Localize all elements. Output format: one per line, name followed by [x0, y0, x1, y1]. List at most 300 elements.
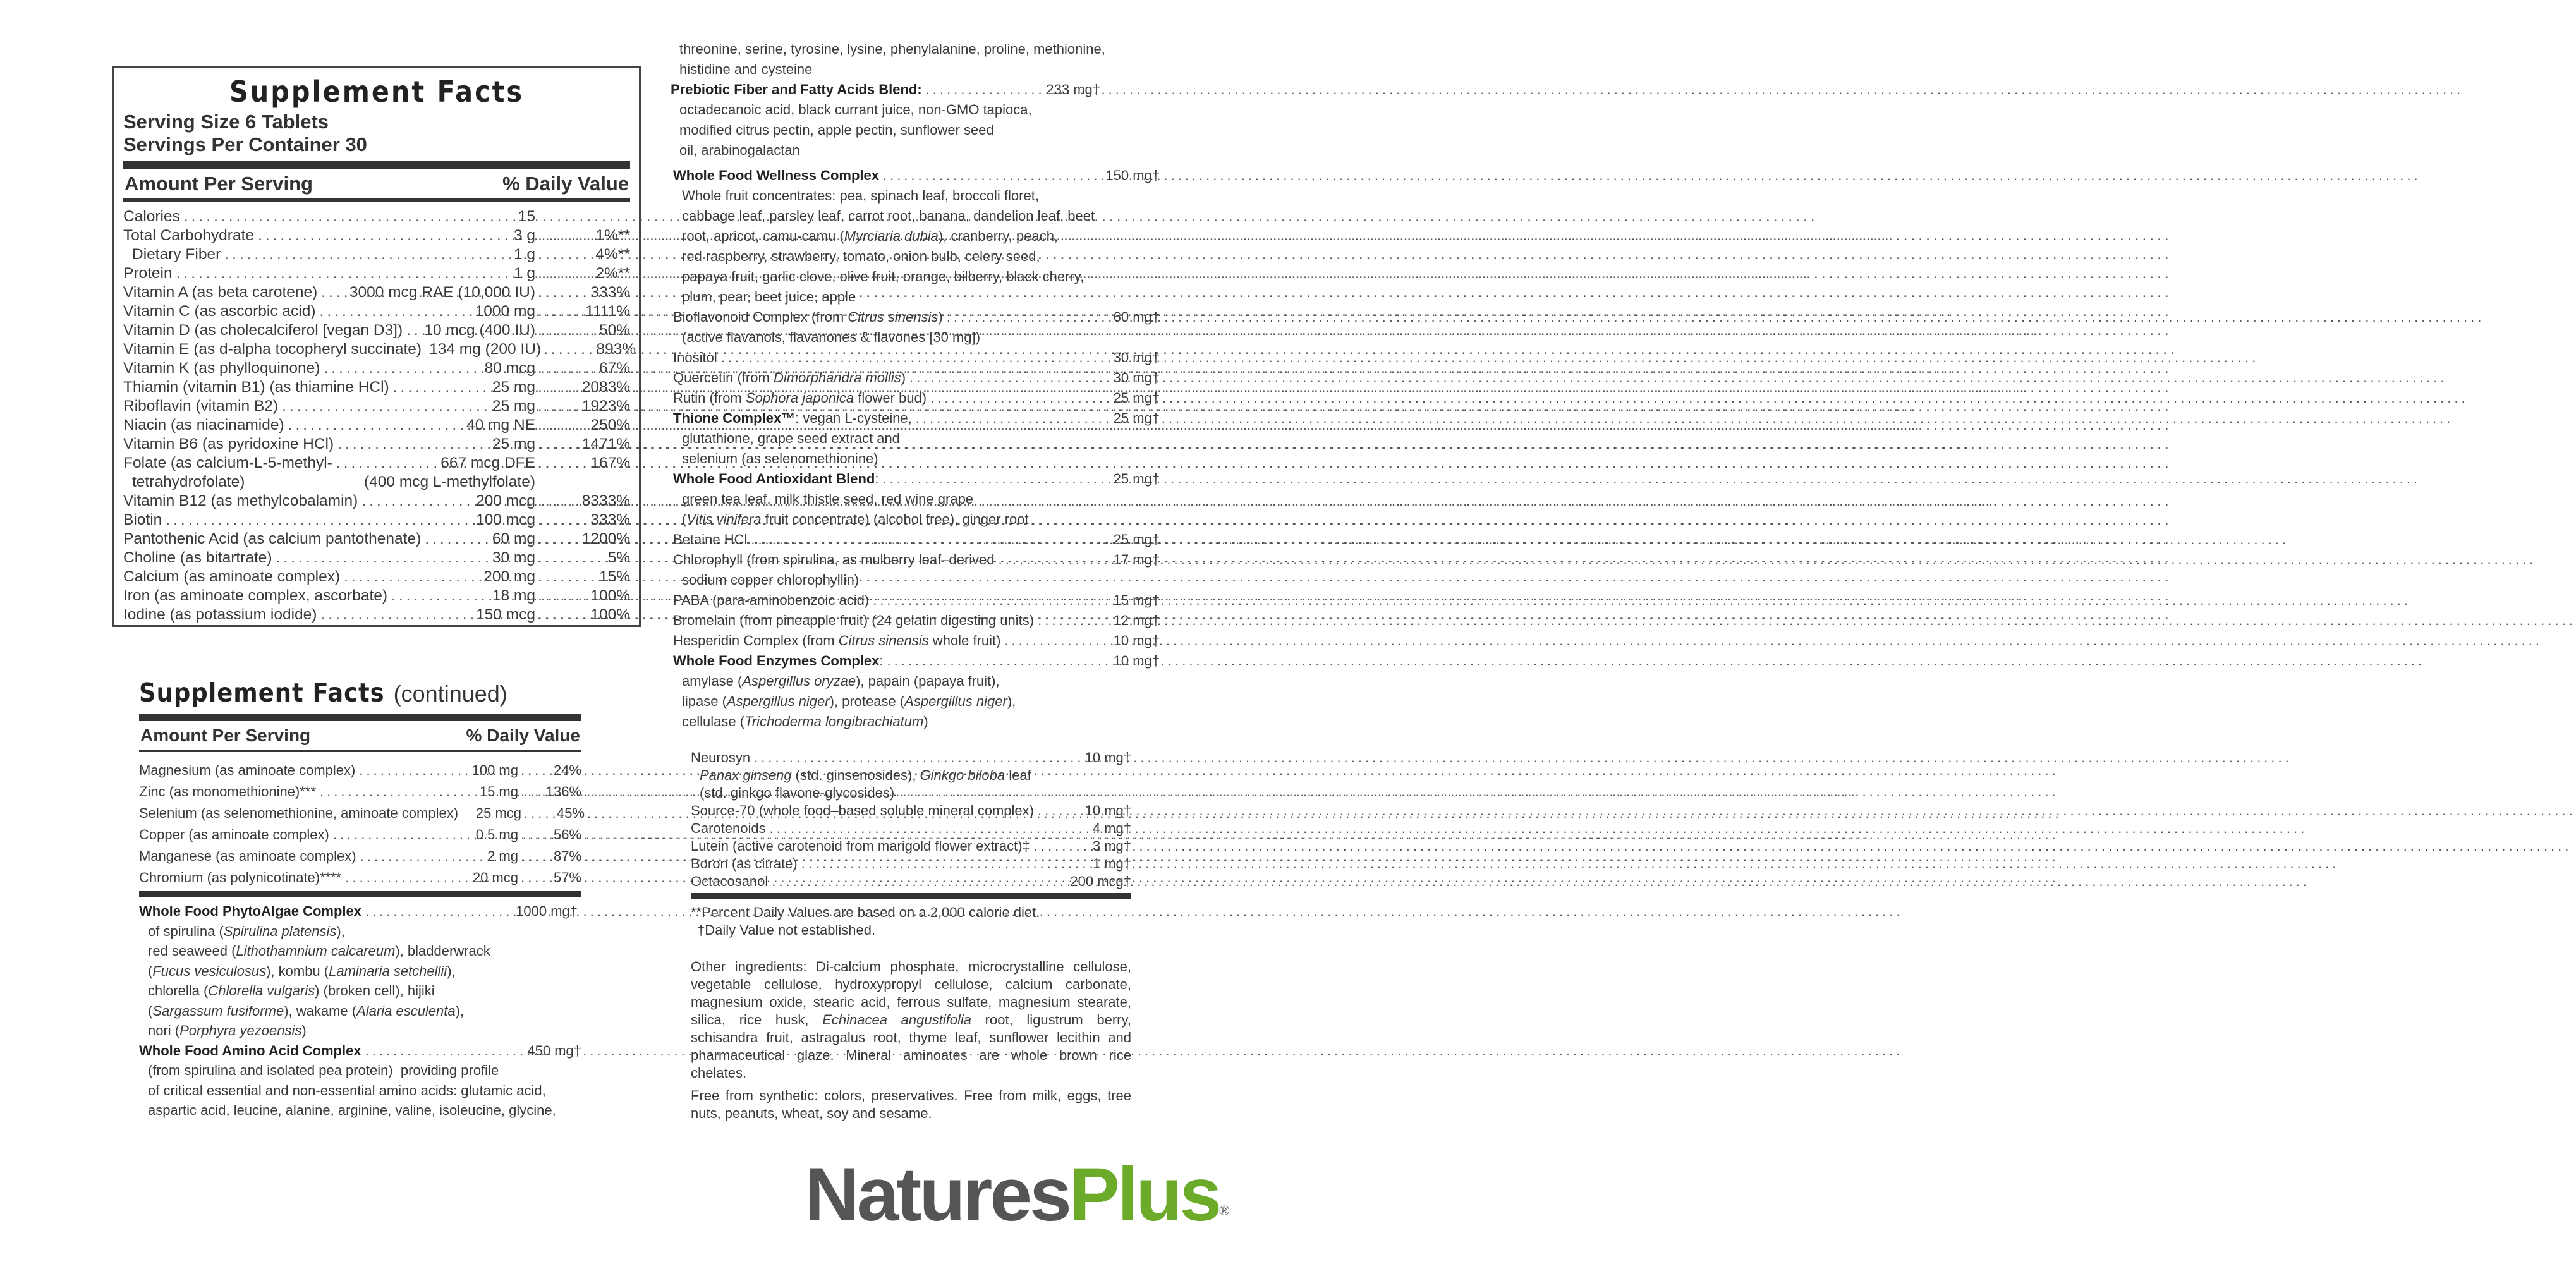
nutrient-name: Protein	[123, 265, 173, 282]
free-from: Free from synthetic: colors, preservatives. Free from milk, eggs, tree nuts, peanuts, wheat, soy and sesame.	[691, 1088, 1131, 1121]
nutrient-amount: 134 mg (200 IU)	[429, 341, 542, 358]
nutrient-name: Choline (as bitartrate)	[123, 549, 272, 566]
ingredient-amount: 17 mg†	[1113, 552, 1160, 568]
leader-dots	[1038, 611, 1110, 631]
mineral-name: Magnesium (as aminoate complex)	[139, 762, 356, 778]
leader-dots	[184, 207, 514, 226]
dv-cell	[535, 397, 630, 416]
logo-part-1: Natures	[805, 1152, 1069, 1237]
mineral-dv: 87%	[553, 848, 581, 864]
leader-dots	[538, 511, 588, 530]
nutrient-row	[123, 568, 630, 586]
leader-dots	[887, 651, 1110, 671]
leader-dots	[359, 760, 459, 781]
ingredient-amount: 10 mg†	[1084, 750, 1131, 765]
leader-dots	[538, 226, 593, 245]
nutrient-dv: 8333%	[581, 492, 630, 509]
ingredient-row	[691, 837, 1131, 855]
ingredient-row	[673, 368, 1160, 388]
leader-dots	[751, 530, 1109, 550]
dv-cell	[521, 803, 585, 824]
nutrient-name: Vitamin E (as d-alpha tocopheryl succinate)	[123, 341, 422, 358]
blend-list	[139, 901, 581, 1121]
dv-cell	[535, 492, 630, 511]
leader-dots	[538, 454, 588, 473]
ingredient-row	[673, 469, 1160, 489]
blend-detail-line: threonine, serine, tyrosine, lysine, phenylalanine, proline, methionine,	[679, 41, 1105, 57]
mineral-name: Copper (as aminoate complex)	[139, 827, 329, 842]
divider	[139, 714, 581, 721]
nutrient-amount: 25 mg	[492, 398, 535, 415]
ingredient-amount: 60 mg†	[1113, 309, 1160, 325]
ingredient-row	[673, 307, 1160, 327]
nutrient-name: Vitamin B12 (as methylcobalamin)	[123, 492, 358, 509]
leader-dots	[538, 378, 580, 397]
leader-dots	[538, 302, 583, 321]
leader-dots	[909, 368, 1110, 388]
dv-cell	[518, 846, 581, 867]
nutrient-amount: 200 mg	[483, 568, 535, 585]
nutrient-amount: 200 mcg	[476, 492, 535, 509]
dv-cell	[535, 511, 630, 530]
nutrient-name: Vitamin D (as cholecalciferol [vegan D3])	[123, 322, 403, 339]
ingredient-amount: 200 mcg†	[1070, 873, 1131, 889]
blend-detail-line: of critical essential and non-essential amino acids: glutamic acid,	[148, 1082, 546, 1098]
nutrient-row	[123, 435, 630, 454]
nutrient-amount: 80 mcg	[484, 360, 535, 377]
dv-cell	[535, 416, 630, 435]
nutrient-row	[123, 340, 636, 359]
ingredient-name: Whole Food Antioxidant Blend:	[673, 471, 879, 487]
ingredient-amount: 4 mg†	[1092, 820, 1131, 836]
ingredient-name: PABA (para-aminobenzoic acid)	[673, 592, 870, 608]
nutrient-list	[123, 207, 636, 624]
mineral-amount: 0.5 mg	[475, 827, 518, 842]
nutrient-dv: 2%**	[595, 265, 630, 282]
leader-dots	[538, 568, 597, 586]
dv-cell	[535, 359, 630, 378]
leader-dots	[360, 846, 459, 867]
ingredient-detail-line: cellulase (Trichoderma longibrachiatum)	[682, 714, 928, 729]
nutrient-dv: 333%	[590, 284, 630, 301]
ingredient-name: Quercetin (from Dimorphandra mollis)	[673, 370, 906, 386]
dv-cell	[535, 245, 630, 264]
nutrient-amount: 15	[518, 208, 535, 225]
dv-cell	[535, 530, 630, 549]
ingredient-row	[691, 802, 1131, 820]
servings-per-container: Servings Per Container 30	[123, 133, 367, 155]
nutrient-dv: 333%	[590, 511, 630, 528]
blend-name	[139, 901, 361, 921]
nutrient-row	[123, 586, 630, 605]
blend-detail-line: of spirulina (Spirulina platensis),	[148, 923, 345, 939]
ingredient-row	[673, 550, 1160, 570]
nutrient-amount: 100 mcg	[476, 511, 535, 528]
footnote-dv: **Percent Daily Values are based on a 2,000 calorie diet.	[691, 904, 1040, 920]
mineral-list	[139, 760, 585, 889]
ingredient-row	[691, 820, 1131, 837]
ingredient-detail-line: glutathione, grape seed extract and	[682, 430, 900, 446]
mineral-name: Selenium (as selenomethionine, aminoate complex)	[139, 805, 459, 821]
panel-title-main: Supplement Facts	[139, 678, 385, 708]
leader-dots	[224, 245, 510, 264]
nutrient-name: Iron (as aminoate complex, ascorbate)	[123, 587, 388, 604]
leader-dots	[1038, 802, 1081, 820]
leader-dots	[336, 454, 437, 473]
blend-title: Prebiotic Fiber and Fatty Acids Blend:	[671, 82, 922, 97]
naturesplus-logo	[805, 1152, 1230, 1254]
blend-detail-line: histidine and cysteine	[679, 61, 813, 77]
leader-dots	[538, 586, 588, 605]
leader-dots	[538, 264, 593, 283]
nutrient-row	[123, 454, 630, 473]
blend-title: Whole Food Wellness Complex	[673, 167, 879, 183]
leader-dots	[365, 1041, 524, 1061]
leader-dots	[873, 590, 1109, 611]
nutrient-name: Riboflavin (vitamin B2)	[123, 398, 279, 415]
right-column-ingredients	[673, 39, 1160, 732]
leader-dots	[288, 416, 463, 435]
nutrient-name: Vitamin K (as phylloquinone)	[123, 360, 320, 377]
leader-dots	[883, 469, 1110, 489]
nutrient-amount: 10 mcg (400 IU)	[424, 322, 535, 339]
dv-cell	[518, 867, 581, 889]
leader-dots	[391, 586, 489, 605]
ingredient-amount: 30 mg†	[1113, 349, 1160, 365]
ingredient-row	[673, 388, 1160, 408]
blend-detail-line: (Fucus vesiculosus), kombu (Laminaria setchellii),	[148, 963, 456, 979]
mineral-amount: 2 mg	[487, 848, 518, 864]
dv-cell	[518, 760, 581, 781]
ingredient-row	[673, 611, 1160, 631]
ingredient-name: Chlorophyll (from spirulina, as mulberry leaf–derived	[673, 552, 995, 568]
ingredient-name: Lutein (active carotenoid from marigold flower extract)‡	[691, 838, 1030, 854]
nutrient-name: Pantothenic Acid (as calcium pantothenate)	[123, 530, 422, 547]
leader-dots	[521, 867, 551, 889]
leader-dots	[801, 855, 1089, 873]
blend-detail-line: red raspberry, strawberry, tomato, onion bulb, celery seed,	[682, 248, 1040, 264]
dv-cell	[535, 435, 630, 454]
ingredient-amount: 12 mg†	[1113, 612, 1160, 628]
leader-dots	[1004, 631, 1109, 651]
leader-dots	[258, 226, 510, 245]
amount-header: Amount Per Serving	[140, 726, 311, 745]
nutrient-name: tetrahydrofolate)	[132, 473, 245, 490]
ingredient-row	[673, 651, 1160, 671]
ingredient-amount: 10 mg†	[1084, 803, 1131, 818]
mineral-amount: 20 mcg	[472, 870, 518, 885]
blend-row	[673, 166, 1160, 186]
leader-dots	[524, 803, 554, 824]
nutrient-amount: 60 mg	[492, 530, 535, 547]
mineral-name: Zinc (as monomethionine)***	[139, 784, 317, 799]
dv-cell	[535, 226, 630, 245]
blend-title: Whole Food Amino Acid Complex	[139, 1042, 361, 1059]
ingredient-detail-line: lipase (Aspergillus niger), protease (Aspergillus niger),	[682, 693, 1016, 709]
leader-dots	[521, 824, 551, 846]
leader-dots	[721, 348, 1110, 368]
dv-cell	[535, 321, 630, 340]
spacer	[691, 939, 1131, 958]
nutrient-name: Vitamin B6 (as pyridoxine HCl)	[123, 435, 334, 453]
leader-dots	[770, 820, 1089, 837]
nutrient-name: Folate (as calcium-L-5-methyl-	[123, 454, 332, 471]
ingredient-name: Octacosanol	[691, 873, 769, 889]
leader-dots	[176, 264, 510, 283]
leader-dots	[361, 492, 472, 511]
leader-dots	[276, 549, 489, 568]
leader-dots	[425, 530, 489, 549]
ingredient-amount: 3 mg†	[1092, 838, 1131, 854]
mineral-dv: 24%	[553, 762, 581, 778]
nutrient-row	[123, 549, 630, 568]
leader-dots	[344, 568, 480, 586]
leader-dots	[521, 760, 551, 781]
blend-amount: 150 mg†	[1105, 167, 1160, 183]
leader-dots	[393, 378, 489, 397]
ingredient-name: Bioflavonoid Complex (from Citrus sinensis)	[673, 309, 943, 325]
ingredient-name: Thione Complex™: vegan L-cysteine,	[673, 410, 912, 426]
leader-dots	[324, 359, 480, 378]
ingredient-amount: 25 mg†	[1113, 390, 1160, 406]
nutrient-dv: 4%**	[595, 246, 630, 263]
nutrient-dv: 250%	[590, 416, 630, 434]
ingredient-name: Neurosyn	[691, 750, 751, 765]
leader-dots	[538, 605, 588, 624]
other-ingredients: Other ingredients: Di-calcium phosphate, microcrystalline cellulose, vegetable cellulose, hydroxypropyl cellulose, calcium carbonate, magnesium oxide, stearic acid, ferrous sulfate, magnesium stearate, silica, rice husk, Echinacea angustifolia root, ligustrum berry, schisandra fruit, astragalus root, thyme leaf, sunflower lecithin and pharmaceutical glaze. Mineral aminoates are whole brown rice chelates.	[691, 959, 1131, 1081]
nutrient-row	[123, 321, 630, 340]
blend-detail-line: oil, arabinogalactan	[679, 142, 800, 158]
blend-detail-line: Whole fruit concentrates: pea, spinach leaf, broccoli floret,	[682, 188, 1039, 204]
mineral-dv: 45%	[557, 805, 585, 821]
nutrient-name: Vitamin A (as beta carotene)	[123, 284, 318, 301]
nutrient-dv: 50%	[598, 322, 630, 339]
nutrient-dv: 1200%	[581, 530, 630, 547]
blend-detail-line: (Sargassum fusiforme), wakame (Alaria esculenta),	[148, 1002, 465, 1019]
leader-dots	[544, 340, 593, 359]
ingredient-name: Source-70 (whole food–based soluble mineral complex)	[691, 803, 1034, 818]
leader-dots	[538, 435, 580, 454]
nutrient-name: Niacin (as niacinamide)	[123, 416, 284, 434]
nutrient-row	[123, 378, 630, 397]
leader-dots	[538, 530, 580, 549]
nutrient-amount: 1 g	[513, 265, 535, 282]
leader-dots	[321, 283, 346, 302]
blend-detail-line: modified citrus pectin, apple pectin, sunflower seed	[679, 122, 994, 138]
ingredient-detail-line: green tea leaf, milk thistle seed, red wine grape	[682, 491, 974, 507]
ingredient-name: Boron (as citrate)	[691, 856, 798, 872]
leader-dots	[406, 321, 420, 340]
leader-dots	[337, 435, 489, 454]
ingredient-name: Carotenoids	[691, 820, 766, 836]
ingredient-amount: 10 mg†	[1113, 653, 1160, 669]
nutrient-dv: 2083%	[581, 379, 630, 396]
blend-name	[671, 80, 922, 100]
ingredient-amount: 25 mg†	[1113, 410, 1160, 426]
ingredient-row	[673, 530, 1160, 550]
ingredient-amount: 25 mg†	[1113, 532, 1160, 547]
amount-header: Amount Per Serving	[125, 173, 313, 195]
ingredient-row	[673, 408, 1160, 428]
leader-dots	[772, 873, 1066, 890]
blend-detail-line: cabbage leaf, parsley leaf, carrot root, banana, dandelion leaf, beet	[682, 208, 1095, 224]
divider	[123, 198, 630, 202]
nutrient-row	[123, 416, 630, 435]
nutrient-dv: 100%	[590, 606, 630, 623]
leader-dots	[947, 307, 1110, 327]
mineral-amount: 100 mg	[471, 762, 518, 778]
nutrient-dv: 67%	[598, 360, 630, 377]
ingredient-row	[673, 590, 1160, 611]
blend-detail-line: nori (Porphyra yezoensis)	[148, 1023, 307, 1038]
ingredient-row	[691, 855, 1131, 873]
leader-dots	[1034, 837, 1089, 855]
ingredient-amount: 10 mg†	[1113, 633, 1160, 648]
leader-dots	[999, 550, 1110, 570]
mineral-name: Chromium (as polynicotinate)****	[139, 870, 342, 885]
mineral-row	[139, 760, 581, 781]
blend-detail-line: plum, pear, beet juice, apple	[682, 289, 856, 305]
nutrient-dv: 893%	[596, 341, 636, 358]
ingredient-name: Betaine HCl	[673, 532, 748, 547]
nutrient-amount: 18 mg	[492, 587, 535, 604]
nutrient-row	[123, 283, 630, 302]
dv-cell	[518, 781, 581, 803]
blend-title: Whole Food PhytoAlgae Complex	[139, 903, 362, 919]
mineral-row	[139, 803, 585, 824]
leader-dots	[333, 824, 459, 846]
nutrient-row	[123, 226, 630, 245]
leader-dots	[538, 359, 597, 378]
mineral-dv: 57%	[553, 870, 581, 885]
ingredient-name: Bromelain (from pineapple fruit) (24 gelatin digesting units)	[673, 612, 1035, 628]
leader-dots	[166, 511, 472, 530]
blend-detail-line: aspartic acid, leucine, alanine, arginine, valine, isoleucine, glycine,	[148, 1102, 556, 1118]
nutrient-amount: 25 mg	[492, 435, 535, 453]
leader-dots	[916, 408, 1110, 428]
blend-name	[673, 166, 879, 186]
ingredient-detail-line: selenium (as selenomethionine)	[682, 451, 878, 466]
supplement-facts-panel	[112, 66, 641, 627]
blend-name	[139, 1041, 361, 1061]
ingredient-amount: 15 mg†	[1113, 592, 1160, 608]
leader-dots	[538, 321, 597, 340]
mineral-name: Manganese (as aminoate complex)	[139, 848, 356, 864]
logo-part-2: Plus	[1069, 1152, 1220, 1237]
nutrient-row	[123, 511, 630, 530]
blend-detail-line: red seaweed (Lithothamnium calcareum), bladderwrack	[148, 943, 490, 959]
ingredient-name: Whole Food Enzymes Complex:	[673, 653, 884, 669]
nutrient-amount: (400 mcg L-methylfolate)	[364, 473, 535, 490]
mineral-dv: 136%	[545, 784, 581, 799]
leader-dots	[521, 846, 551, 867]
nutrient-amount: 1000 mg	[475, 303, 535, 320]
nutrient-row	[123, 359, 630, 378]
dv-cell	[535, 586, 630, 605]
leader-dots	[320, 302, 471, 321]
nutrient-dv: 100%	[590, 587, 630, 604]
nutrient-amount: 1 g	[513, 246, 535, 263]
spacer	[673, 161, 1160, 166]
table-header	[139, 721, 581, 750]
nutrient-row	[123, 605, 630, 624]
nutrient-name: Dietary Fiber	[132, 246, 221, 263]
nutrient-dv: 167%	[590, 454, 630, 471]
leader-dots	[282, 397, 489, 416]
nutrient-row	[123, 302, 630, 321]
leader-dots	[538, 416, 588, 435]
ingredient-name: Rutin (from Sophora japonica flower bud)	[673, 390, 927, 406]
mineral-row	[139, 781, 581, 803]
blend-amount: 450 mg†	[527, 1042, 581, 1059]
mineral-row	[139, 846, 581, 867]
blend-row	[671, 80, 1100, 100]
ingredient-row	[673, 348, 1160, 368]
ingredient-amount: 30 mg†	[1113, 370, 1160, 386]
panel-title-suffix: (continued)	[393, 681, 507, 707]
nutrient-dv: 1111%	[585, 303, 630, 320]
leader-dots	[521, 781, 544, 803]
nutrient-name: Calcium (as aminoate complex)	[123, 568, 341, 585]
leader-dots	[926, 80, 1043, 100]
serving-size: Serving Size 6 Tablets	[123, 111, 329, 133]
nutrient-amount: 40 mg NE	[466, 416, 535, 434]
blend-row	[139, 1041, 581, 1061]
nutrient-row	[123, 473, 630, 492]
panel-title: Supplement Facts	[229, 75, 525, 109]
dv-cell	[535, 283, 630, 302]
blend-detail-line: (from spirulina and isolated pea protein) providing profile	[148, 1062, 499, 1078]
dv-cell	[541, 340, 636, 359]
ingredient-detail-line: (Vitis vinifera fruit concentrate) (alcohol free), ginger root	[682, 511, 1029, 527]
leader-dots	[345, 867, 459, 889]
nutrient-dv: 1923%	[581, 398, 630, 415]
nutrient-dv: 1%**	[595, 227, 630, 244]
dv-header: % Daily Value	[502, 173, 629, 195]
leader-dots	[365, 901, 512, 921]
right-column-lower	[691, 749, 1131, 1122]
nutrient-amount: 667 mcg DFE	[440, 454, 535, 471]
panel-title	[139, 676, 581, 710]
nutrient-name: Calories	[123, 208, 180, 225]
leader-dots	[538, 245, 593, 264]
leader-dots	[320, 605, 472, 624]
nutrient-row	[123, 264, 630, 283]
mineral-amount: 15 mg	[479, 784, 518, 799]
nutrient-amount: 150 mcg	[476, 606, 535, 623]
nutrient-row	[123, 397, 630, 416]
nutrient-name: Total Carbohydrate	[123, 227, 255, 244]
leader-dots	[883, 166, 1102, 186]
leader-dots	[320, 781, 459, 803]
nutrient-row	[123, 492, 630, 511]
dv-cell	[535, 568, 630, 586]
blend-detail-line: papaya fruit, garlic clove, olive fruit, orange, bilberry, black cherry,	[682, 269, 1084, 284]
mineral-row	[139, 824, 581, 846]
footnote-dagger: †Daily Value not established.	[697, 922, 876, 938]
dv-cell	[535, 378, 630, 397]
ingredient-row	[673, 631, 1160, 651]
dv-cell	[535, 605, 630, 624]
dv-cell	[535, 302, 630, 321]
nutrient-row	[123, 530, 630, 549]
registered-mark: ®	[1219, 1203, 1230, 1218]
nutrient-dv: 1471%	[581, 435, 630, 453]
dv-cell	[518, 824, 581, 846]
ingredient-detail-line: (active flavanols, flavanones & flavones [30 mg])	[682, 329, 981, 345]
ingredient-detail-line: Panax ginseng (std. ginsenosides), Ginkgo biloba leaf	[700, 767, 1031, 783]
nutrient-amount: 30 mg	[492, 549, 535, 566]
